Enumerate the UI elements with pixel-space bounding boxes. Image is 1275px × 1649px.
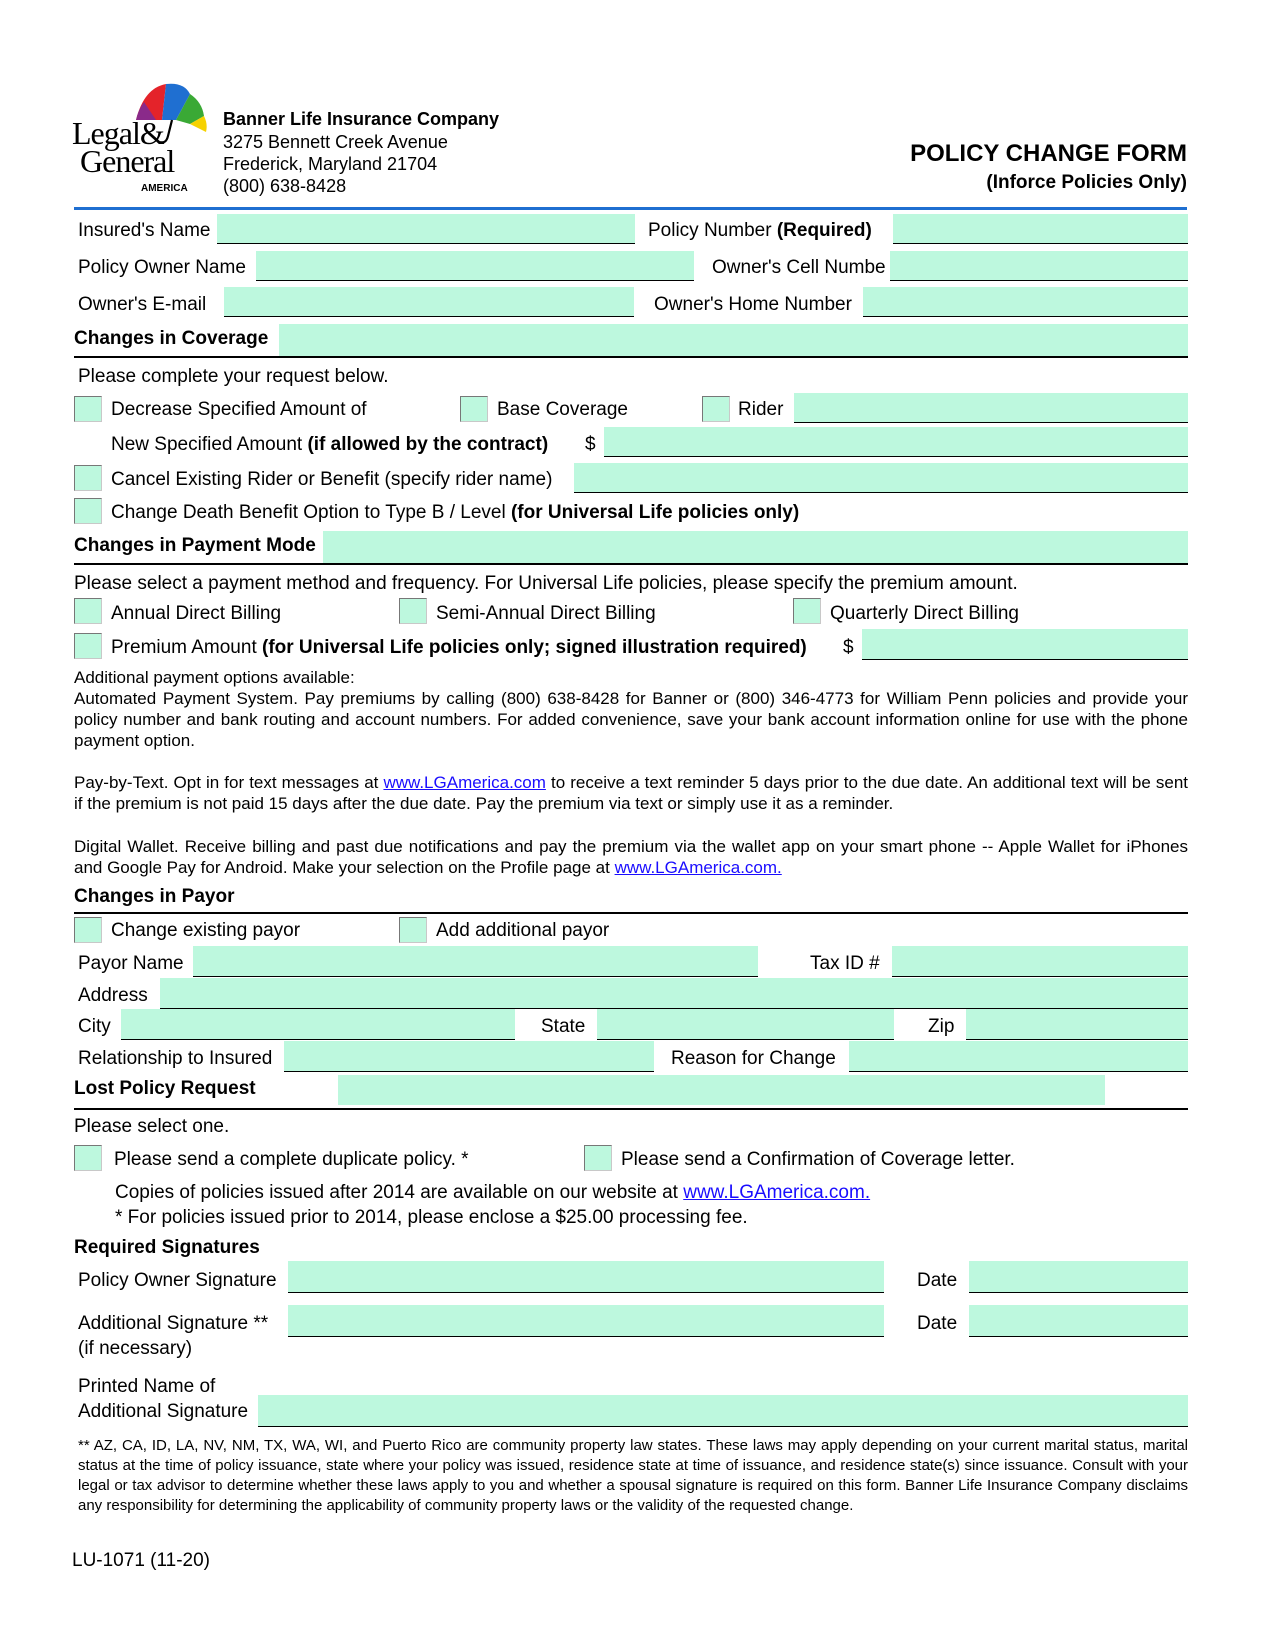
payor-heading: Changes in Payor (74, 886, 235, 907)
payment-heading-bar (323, 531, 1188, 563)
premium-amount-field[interactable] (862, 629, 1188, 660)
printed-name-field[interactable] (258, 1395, 1188, 1427)
header-divider (74, 207, 1187, 210)
base-coverage-checbox[interactable] (460, 396, 488, 422)
logo-america: AMERICA (141, 183, 188, 194)
community-property-footnote: ** AZ, CA, ID, LA, NV, NM, TX, WA, WI, and Puerto Rico are community property law states. These laws may apply depending on your current marital status, marital status at the time of policy issuance, state where your policy was issued, residence state at time of issuance, and residence state(s) since issuance. Consult with your legal or tax advisor to determine whether these laws apply to you and whether a spousal signature is required on this form. Banner Life Insurance Company disclaims any responsibility for determining the applicability of community property laws or the validity of the requested change. (78, 1437, 1188, 1514)
change-payor-checkbox[interactable] (74, 917, 102, 943)
semi-annual-billing-checkbox[interactable] (399, 598, 427, 624)
date2-label: Date (917, 1313, 958, 1334)
quarterly-billing-checkbox[interactable] (793, 598, 821, 624)
add-payor-checkbox[interactable] (399, 917, 427, 943)
printed-name-label-1: Printed Name of (78, 1376, 216, 1397)
death-benefit-checkbox[interactable] (74, 498, 102, 524)
rider-label: Rider (738, 399, 784, 420)
duplicate-policy-checkbox[interactable] (74, 1145, 102, 1171)
lost-policy-heading: Lost Policy Request (74, 1078, 256, 1099)
payment-intro: Please select a payment method and frequency. For Universal Life policies, please specify the premium amount. (74, 573, 1018, 594)
owner-home-field[interactable] (863, 287, 1188, 317)
payor-rule (74, 912, 1188, 914)
automated-payment-text: Automated Payment System. Pay premiums by calling (800) 638-8428 for Banner or (800) 346-4773 for William Penn policies and provide your policy number and bank routing and account numbers. For added convenience, save your bank account information online for use with the phone payment option. (74, 689, 1188, 750)
relationship-field[interactable] (284, 1041, 654, 1072)
coverage-intro: Please complete your request below. (78, 366, 389, 387)
decrease-amount-checkbox[interactable] (74, 396, 102, 422)
digital-wallet-paragraph: Digital Wallet. Receive billing and past due notifications and pay the premium via the wallet app on your smart phone -- Apple Wallet for iPhones and Google Pay for Android. Make your selection on the Profile page at www.LGAmerica.com. (74, 837, 1188, 877)
tax-id-field[interactable] (892, 946, 1188, 977)
annual-billing-label: Annual Direct Billing (111, 603, 282, 624)
lgamerica-link[interactable]: www.LGAmerica.com. (614, 858, 782, 877)
rider-field[interactable] (794, 393, 1188, 423)
additional-signature-field[interactable] (288, 1305, 884, 1337)
annual-billing-checkbox[interactable] (74, 598, 102, 624)
policy-number-field[interactable] (893, 214, 1188, 244)
premium-amount-checkbox[interactable] (74, 633, 102, 659)
address-label: Address (78, 985, 148, 1006)
zip-field[interactable] (966, 1009, 1188, 1040)
death-benefit-label: Change Death Benefit Option to Type B / Level (for Universal Life policies only) (111, 502, 800, 523)
if-necessary-label: (if necessary) (78, 1338, 193, 1359)
owner-signature-field[interactable] (288, 1261, 884, 1293)
copies-note: Copies of policies issued after 2014 are available on our website at www.LGAmerica.com. (115, 1182, 871, 1203)
owner-signature-label: Policy Owner Signature (78, 1270, 277, 1291)
payment-rule (74, 563, 1188, 565)
add-payor-label: Add additional payor (436, 920, 610, 941)
printed-name-label-2: Additional Signature (78, 1401, 249, 1422)
owner-name-field[interactable] (256, 251, 694, 281)
duplicate-policy-label: Please send a complete duplicate policy. * (114, 1149, 469, 1170)
company-street: 3275 Bennett Creek Avenue (223, 132, 448, 152)
company-phone: (800) 638-8428 (223, 176, 347, 196)
coverage-heading-bar (279, 324, 1188, 356)
payor-name-label: Payor Name (78, 953, 184, 974)
additional-options-heading: Additional payment options available: (74, 668, 355, 687)
new-amount-dollar: $ (585, 434, 596, 455)
payor-name-field[interactable] (193, 946, 758, 977)
change-payor-label: Change existing payor (111, 920, 301, 941)
owner-email-label: Owner's E-mail (78, 294, 207, 315)
additional-signature-label: Additional Signature ** (78, 1313, 269, 1334)
confirmation-letter-label: Please send a Confirmation of Coverage letter. (621, 1149, 1015, 1170)
lost-heading-bar (338, 1075, 1105, 1105)
fee-note: * For policies issued prior to 2014, please enclose a $25.00 processing fee. (115, 1207, 748, 1228)
new-amount-label: New Specified Amount (if allowed by the contract) (111, 434, 549, 455)
owner-email-field[interactable] (224, 287, 634, 317)
confirmation-letter-checkbox[interactable] (584, 1145, 612, 1171)
signatures-heading: Required Signatures (74, 1237, 260, 1258)
owner-cell-label: Owner's Cell Numbe (712, 257, 886, 278)
zip-label: Zip (928, 1016, 955, 1037)
lgamerica-link[interactable]: www.LGAmerica.com. (683, 1182, 871, 1203)
premium-amount-label: Premium Amount (for Universal Life policies only; signed illustration required) (111, 637, 807, 658)
cancel-rider-field[interactable] (574, 463, 1188, 493)
reason-field[interactable] (849, 1041, 1188, 1072)
payment-heading: Changes in Payment Mode (74, 535, 316, 556)
rider-checkbox[interactable] (702, 396, 730, 422)
form-number: LU-1071 (11-20) (72, 1550, 211, 1571)
cancel-rider-checkbox[interactable] (74, 465, 102, 491)
relationship-label: Relationship to Insured (78, 1048, 273, 1069)
pay-by-text-paragraph: Pay-by-Text. Opt in for text messages at www.LGAmerica.com to receive a text reminder 5 days prior to the due date. An additional text will be sent if the premium is not paid 15 days after the due date. Pay the premium via text or simply use it as a reminder. (74, 773, 1188, 813)
date2-field[interactable] (969, 1305, 1188, 1337)
new-amount-field[interactable] (604, 427, 1188, 457)
lost-policy-intro: Please select one. (74, 1116, 230, 1137)
cancel-rider-label: Cancel Existing Rider or Benefit (specify rider name) (111, 469, 553, 490)
date1-label: Date (917, 1270, 958, 1291)
base-coverage-label: Base Coverage (497, 399, 628, 420)
page-subtitle: (Inforce Policies Only) (986, 172, 1187, 193)
city-label: City (78, 1016, 111, 1037)
page-title: POLICY CHANGE FORM (910, 140, 1187, 167)
company-name: Banner Life Insurance Company (223, 109, 500, 129)
logo-legal: Legal& (72, 115, 164, 151)
coverage-rule (74, 356, 1188, 358)
owner-name-label: Policy Owner Name (78, 257, 246, 278)
semi-annual-billing-label: Semi-Annual Direct Billing (436, 603, 656, 624)
premium-amount-dollar: $ (843, 637, 854, 658)
logo-general: General (80, 143, 175, 179)
state-label: State (541, 1016, 586, 1037)
city-field[interactable] (121, 1009, 515, 1040)
reason-label: Reason for Change (671, 1048, 836, 1069)
address-field[interactable] (160, 978, 1188, 1009)
owner-cell-field[interactable] (890, 251, 1188, 281)
decrease-amount-label: Decrease Specified Amount of (111, 399, 367, 420)
quarterly-billing-label: Quarterly Direct Billing (830, 603, 1019, 624)
coverage-heading: Changes in Coverage (74, 328, 269, 349)
lost-policy-rule (74, 1108, 1188, 1110)
insured-name-field[interactable] (217, 214, 635, 244)
owner-home-label: Owner's Home Number (654, 294, 852, 315)
tax-id-label: Tax ID # (810, 953, 880, 974)
date1-field[interactable] (969, 1261, 1188, 1293)
company-city: Frederick, Maryland 21704 (223, 154, 438, 174)
state-field[interactable] (597, 1009, 894, 1040)
policy-number-label: Policy Number (Required) (648, 220, 872, 241)
insured-name-label: Insured's Name (78, 220, 211, 241)
lgamerica-link[interactable]: www.LGAmerica.com (383, 773, 546, 792)
